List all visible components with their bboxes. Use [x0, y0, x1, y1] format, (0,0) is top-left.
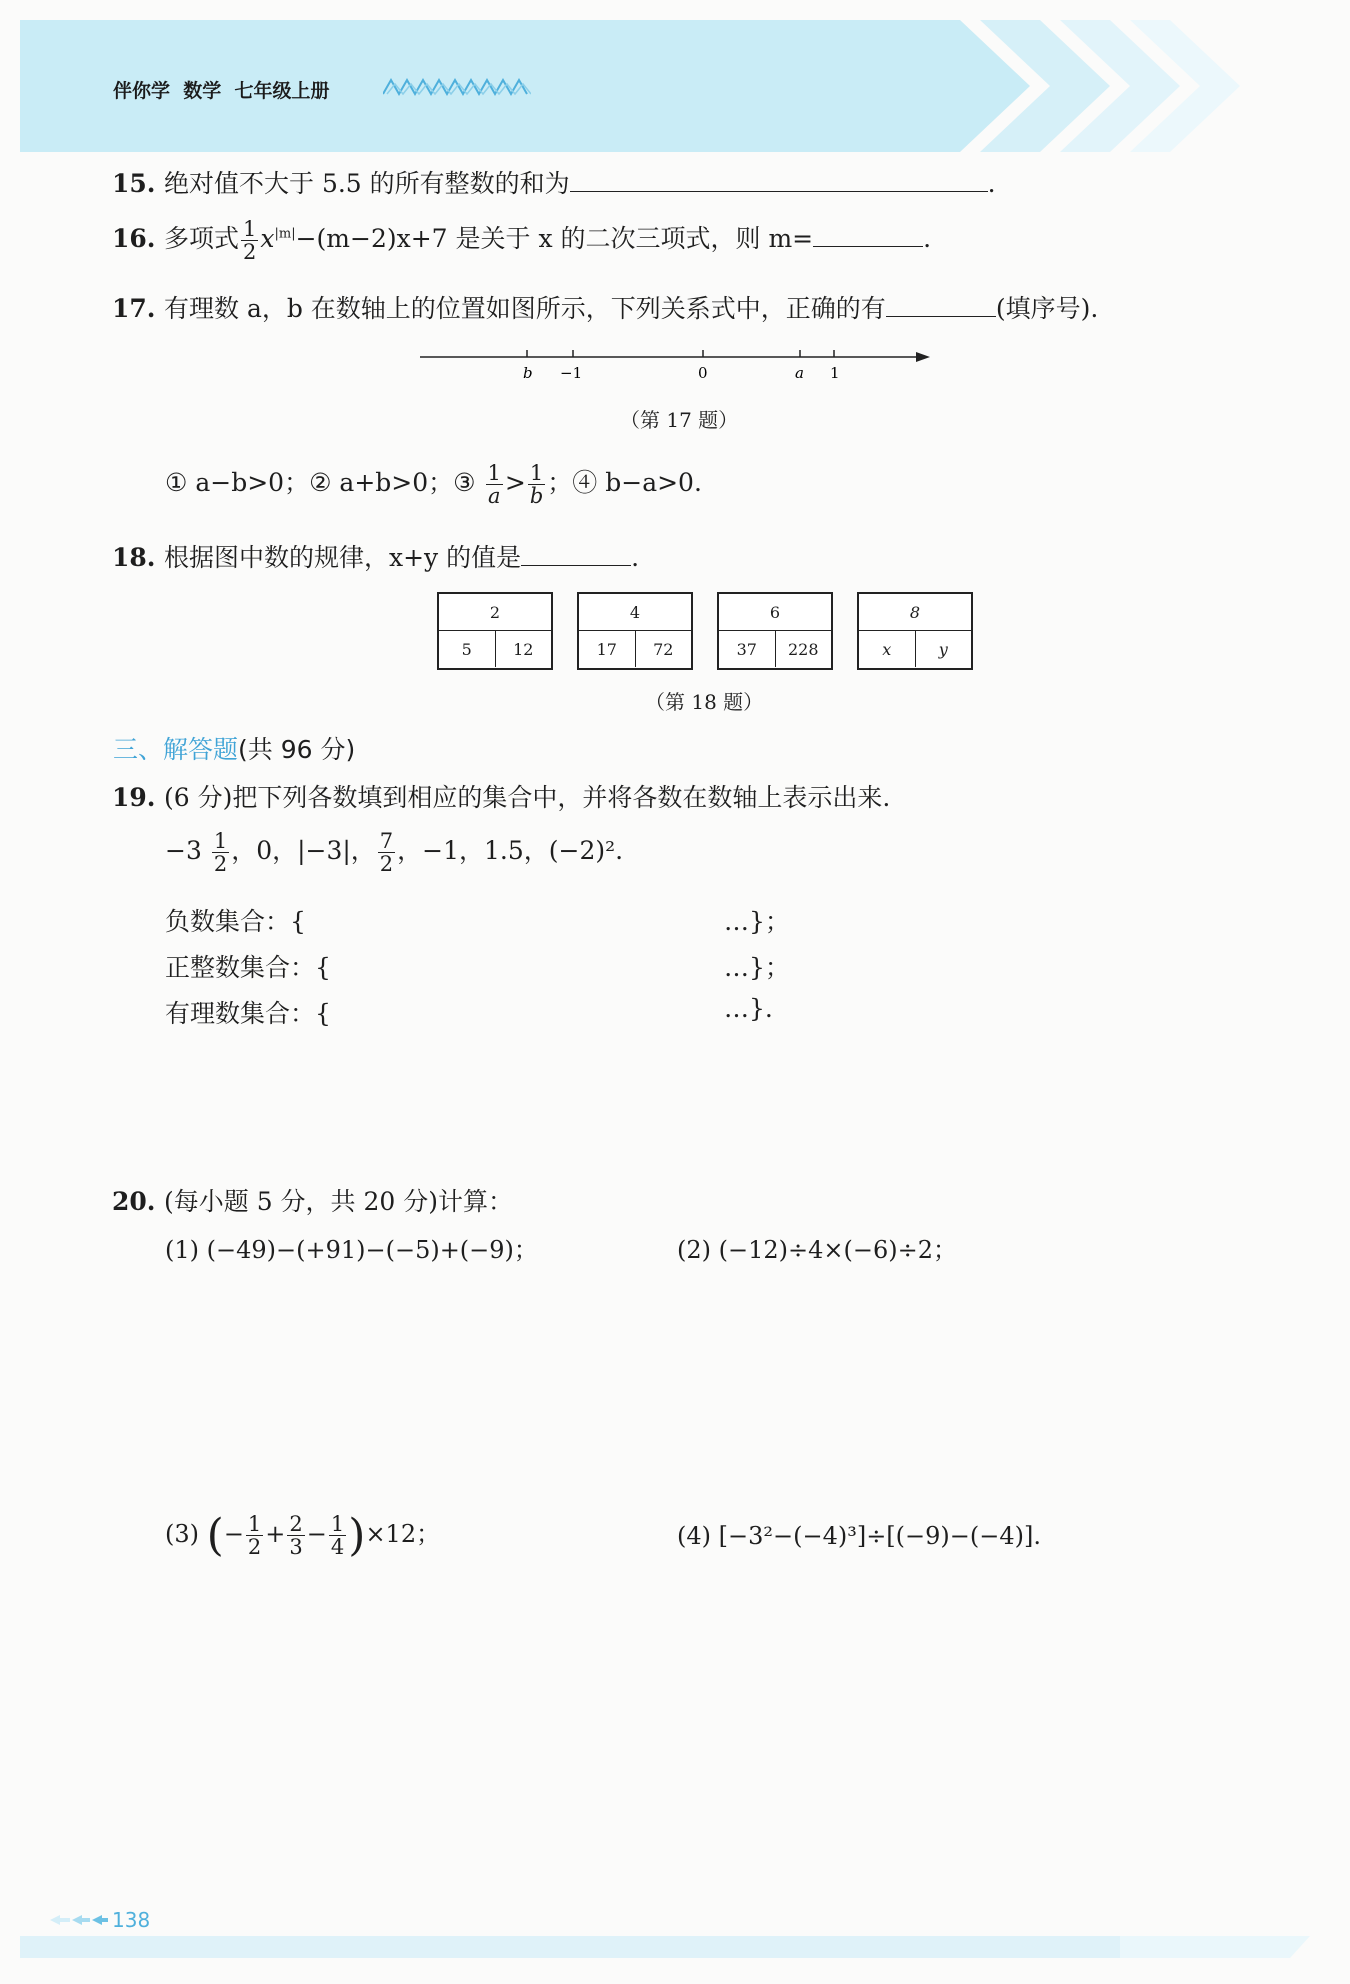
question-15: 15. 绝对值不大于 5.5 的所有整数的和为 .: [112, 169, 996, 198]
fraction-half: $\frac{1}{2}$: [243, 217, 257, 265]
question-20-part-4: (4) [−3²−(−4)³]÷[(−9)−(−4)].: [677, 1522, 1041, 1550]
question-16: 16. 多项式 $\frac{1}{2}$ $x^{|m|}-(m-2)x+7$ 是关于 x 的二次三项式，则 m= .: [112, 217, 932, 265]
answer-blank-15[interactable]: [570, 169, 988, 192]
answer-blank-16[interactable]: [813, 224, 923, 247]
axis-label-0: 0: [698, 364, 708, 380]
question-17: 17. 有理数 a，b 在数轴上的位置如图所示，下列关系式中，正确的有 (填序号).: [112, 294, 1099, 323]
section-3-heading: 三、解答题(共 96 分): [113, 735, 356, 764]
figure-17-caption: （第 17 题）: [620, 408, 739, 432]
pattern-box-2: 4 17 72: [577, 592, 693, 670]
set-rational-end: …}.: [724, 994, 773, 1023]
question-20-part-1: (1) (−49)−(+91)−(−5)+(−9)；: [165, 1236, 538, 1264]
axis-label-neg1: −1: [560, 364, 583, 380]
question-20: 20. (每小题 5 分，共 20 分)计算：: [112, 1187, 514, 1216]
footer-arrows-icon: [50, 1912, 108, 1928]
page-number: 138: [112, 1908, 151, 1932]
number-line-figure-17: [420, 340, 940, 380]
header-zigzag-icon: [383, 78, 531, 96]
question-17-options: ① a−b>0；② a+b>0；③ $\frac{1}{a}$ > $\frac{1}{b}$ ；④ b−a>0.: [165, 461, 702, 509]
question-20-part-2: (2) (−12)÷4×(−6)÷2；: [677, 1236, 957, 1264]
question-18: 18. 根据图中数的规律，x+y 的值是 .: [112, 543, 640, 572]
answer-blank-17[interactable]: [886, 294, 996, 317]
pattern-box-3: 6 37 228: [717, 592, 833, 670]
question-19-numbers: −3 $\frac{1}{2}$ ，0，|−3|， $\frac{7}{2}$ ，−1，1.5，(−2)².: [165, 829, 624, 877]
set-negative-end: …}；: [724, 907, 790, 936]
question-20-part-3: (3) (− $\frac{1}{2}$ + $\frac{2}{3}$ − $\frac{1}{4}$ )×12；: [165, 1510, 441, 1561]
question-19: 19. (6 分)把下列各数填到相应的集合中，并将各数在数轴上表示出来.: [112, 783, 891, 812]
set-rational: 有理数集合：{: [165, 999, 331, 1028]
pattern-box-1: 2 5 12: [437, 592, 553, 670]
set-positive-integer: 正整数集合：{: [165, 953, 331, 982]
figure-18-caption: （第 18 题）: [645, 690, 764, 714]
pattern-box-4: 8 x y: [857, 592, 973, 670]
set-positive-integer-end: …}；: [724, 953, 790, 982]
axis-label-b: b: [523, 364, 533, 380]
axis-label-1: 1: [830, 364, 840, 380]
header-title: 伴你学 数学 七年级上册: [113, 80, 330, 102]
set-negative-field[interactable]: [330, 902, 720, 934]
set-rational-field[interactable]: [330, 994, 720, 1026]
footer-band: [20, 1936, 1310, 1958]
arrow-right-icon: [916, 352, 930, 362]
axis-label-a: a: [795, 364, 804, 380]
answer-blank-18[interactable]: [521, 543, 631, 566]
set-negative: 负数集合：{: [165, 907, 306, 936]
set-positive-integer-field[interactable]: [330, 948, 720, 980]
